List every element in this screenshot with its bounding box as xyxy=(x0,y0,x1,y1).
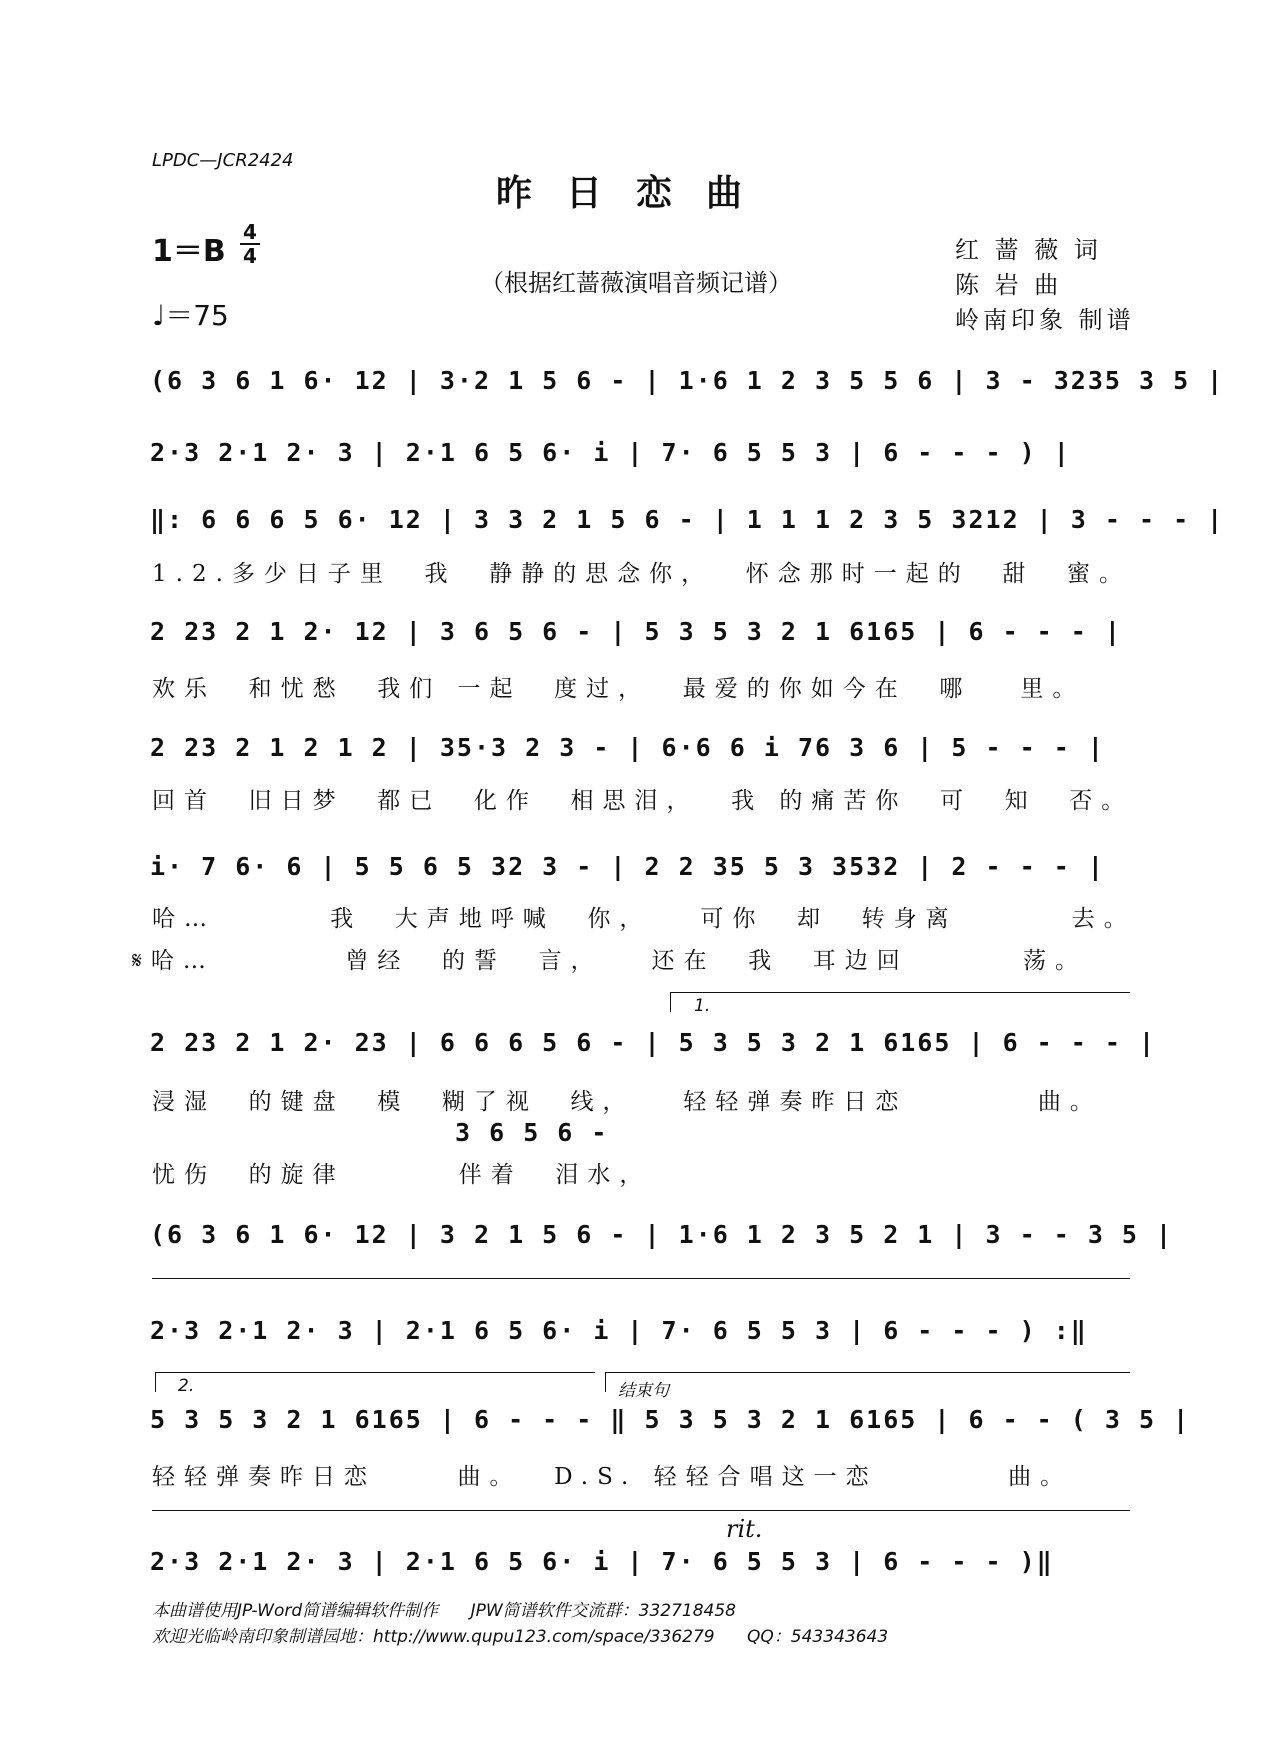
lyric-line: 1.2.多少日子里 我 静静的思念你， 怀念那时一起的 甜 蜜。 xyxy=(152,561,1131,587)
time-top: 4 xyxy=(243,220,257,244)
notation-row xyxy=(150,617,1135,661)
coda-bracket-edge xyxy=(605,1372,606,1392)
composer-credit: 陈 岩 曲 xyxy=(955,271,1063,299)
notation-text: 2·3 2·1 2· 3 | 2·1 6 5 6· i | 7· 6 5 5 3 | 6 - - - ) :‖ xyxy=(150,1316,1088,1345)
notation-text: 2·3 2·1 2· 3 | 2·1 6 5 6· i | 7· 6 5 5 3 | 6 - - - ) | xyxy=(150,438,1071,467)
lyric-line: 忧伤 的旋律 伴着 泪水， xyxy=(152,1162,652,1188)
lyric-line: 浸湿 的键盘 模 糊了视 线， 轻轻弹奏昨日恋 曲。 xyxy=(152,1089,1102,1115)
notation-row xyxy=(150,505,1225,549)
notation-row xyxy=(150,1405,1191,1449)
notation-row xyxy=(150,1220,1174,1264)
notation-row xyxy=(150,1316,1135,1360)
notation-row xyxy=(150,1547,1135,1591)
lyricist-credit: 红 蔷 薇 词 xyxy=(955,236,1102,264)
source-note: （根据红蔷薇演唱音频记谱） xyxy=(480,269,792,297)
notation-text: ‖: 6 6 6 5 6· 12 | 3 3 2 1 5 6 - | 1 1 1 2 3 5 3212 | 3 - - - | xyxy=(150,505,1225,534)
time-signature xyxy=(240,222,260,266)
notation-text: 5 3 5 3 2 1 6165 | 6 - - - ‖ 5 3 5 3 2 1 6165 | 6 - - ( 3 5 | xyxy=(150,1405,1191,1434)
notation-text: 3 6 5 6 - xyxy=(455,1118,609,1147)
key-signature: 1＝B xyxy=(152,234,226,269)
system-line xyxy=(152,1278,1130,1279)
notation-row xyxy=(150,852,1135,896)
volta-bracket-edge xyxy=(670,992,671,1012)
score-code: LPDC—JCR2424 xyxy=(152,150,294,171)
coda-label: 结束句 xyxy=(618,1381,669,1401)
volta-bracket xyxy=(155,1372,595,1373)
ritardando-mark: rit. xyxy=(726,1515,763,1543)
song-title: 昨日恋曲 xyxy=(495,172,776,214)
coda-bracket xyxy=(605,1372,1130,1373)
footer-software-note: 本曲谱使用JP-Word简谱编辑软件制作 JPW简谱软件交流群：332718458 xyxy=(152,1601,737,1621)
lyric-line: 𝄋哈… 曾经 的誓 言， 还在 我 耳边回 荡。 xyxy=(132,948,1087,974)
notation-row xyxy=(150,733,1135,777)
volta-bracket xyxy=(670,992,1130,993)
lyric-line: 哈… 我 大声地呼喊 你， 可你 却 转身离 去。 xyxy=(152,906,1136,932)
volta-2-label: 2. xyxy=(178,1376,195,1396)
notation-text: 2·3 2·1 2· 3 | 2·1 6 5 6· i | 7· 6 5 5 3 | 6 - - - )‖ xyxy=(150,1547,1054,1576)
notation-row xyxy=(150,366,1225,410)
volta-bracket-edge xyxy=(155,1372,156,1392)
arranger-credit: 岭南印象 制谱 xyxy=(955,306,1135,334)
notation-row xyxy=(150,438,1135,482)
volta-1-label: 1. xyxy=(694,996,711,1016)
notation-row xyxy=(150,1028,1157,1072)
lyric-line: 欢乐 和忧愁 我们 一起 度过， 最爱的你如今在 哪 里。 xyxy=(152,676,1085,702)
notation-text: 2 23 2 1 2 1 2 | 35·3 2 3 - | 6·6 6 i 76 3 6 | 5 - - - | xyxy=(150,733,1105,762)
notation-text: 2 23 2 1 2· 23 | 6 6 6 5 6 - | 5 3 5 3 2 1 6165 | 6 - - - | xyxy=(150,1028,1157,1057)
notation-text: (6 3 6 1 6· 12 | 3 2 1 5 6 - | 1·6 1 2 3 5 2 1 | 3 - - 3 5 | xyxy=(150,1220,1174,1249)
system-line xyxy=(152,1510,1130,1511)
footer-website-note: 欢迎光临岭南印象制谱园地：http://www.qupu123.com/space/336279 QQ：543343643 xyxy=(152,1627,889,1647)
lyric-line: 轻轻弹奏昨日恋 曲。 D.S. 轻轻合唱这一恋 曲。 xyxy=(152,1464,1073,1490)
notation-text: (6 3 6 1 6· 12 | 3·2 1 5 6 - | 1·6 1 2 3 5 5 6 | 3 - 3235 3 5 | xyxy=(150,366,1225,395)
notation-text: 2 23 2 1 2· 12 | 3 6 5 6 - | 5 3 5 3 2 1 6165 | 6 - - - | xyxy=(150,617,1122,646)
lyric-line: 回首 旧日梦 都已 化作 相思泪， 我 的痛苦你 可 知 否。 xyxy=(152,788,1134,814)
tempo-marking: ♩＝75 xyxy=(152,299,229,332)
notation-text: i· 7 6· 6 | 5 5 6 5 32 3 - | 2 2 35 5 3 3532 | 2 - - - | xyxy=(150,852,1105,881)
time-bottom: 4 xyxy=(243,244,257,268)
